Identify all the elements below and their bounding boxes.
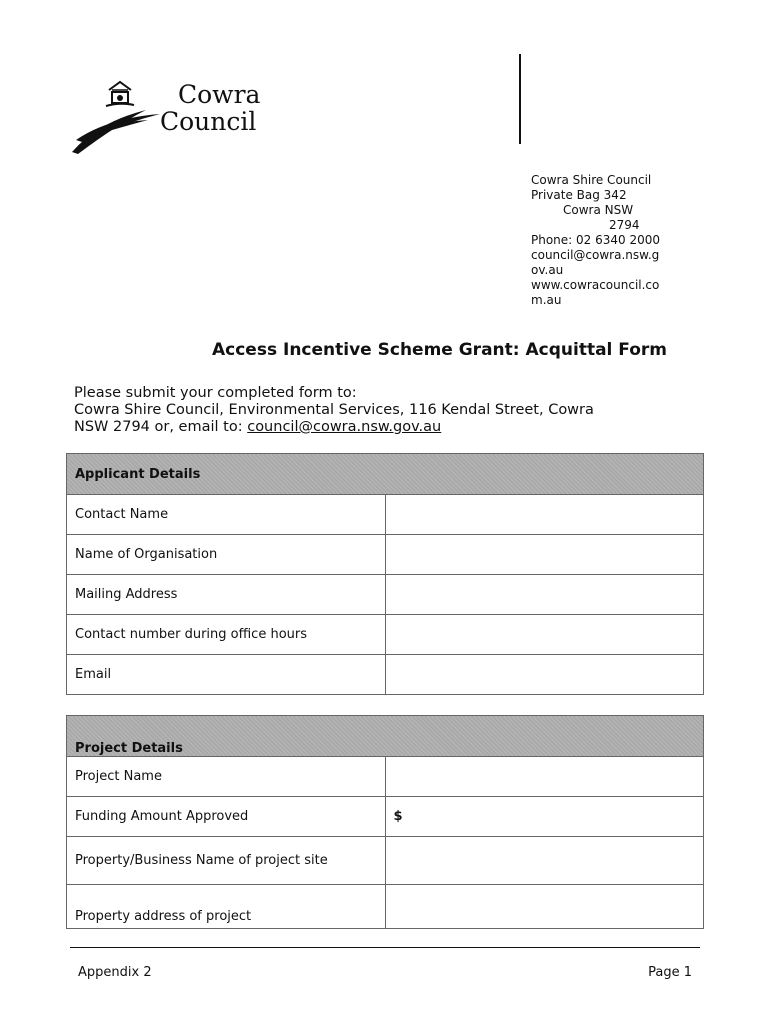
- header-divider: [519, 54, 521, 144]
- field-label: Email: [67, 655, 386, 695]
- logo-text-council: Council: [160, 107, 257, 136]
- field-label: Property address of project: [67, 885, 386, 929]
- email-field[interactable]: [385, 655, 704, 695]
- table-row: [67, 797, 704, 837]
- project-details-table: [66, 715, 704, 929]
- property-business-name-field[interactable]: [385, 837, 704, 885]
- address-email: ov.au: [531, 263, 564, 277]
- address-phone: Phone: 02 6340 2000: [531, 233, 661, 247]
- table-row: [67, 757, 704, 797]
- field-label: Contact Name: [67, 495, 386, 535]
- project-name-field[interactable]: [385, 757, 704, 797]
- address-line: Cowra Shire Council: [531, 173, 652, 187]
- footer-divider: [70, 947, 700, 948]
- address-website: www.cowracouncil.co: [531, 278, 660, 292]
- applicant-details-heading: Applicant Details: [67, 454, 704, 495]
- property-address-field[interactable]: [385, 885, 704, 929]
- address-line: 2794: [609, 218, 640, 232]
- field-label: Name of Organisation: [67, 535, 386, 575]
- council-address-block: [531, 173, 681, 308]
- project-details-heading: Project Details: [67, 716, 704, 757]
- table-row: [67, 885, 704, 929]
- instructions-line: Please submit your completed form to:: [74, 385, 357, 401]
- mailing-address-field[interactable]: [385, 575, 704, 615]
- field-label: Mailing Address: [67, 575, 386, 615]
- submission-instructions: [74, 385, 694, 436]
- table-row: [67, 655, 704, 695]
- footer-page-number: Page 1: [648, 965, 692, 980]
- contact-name-field[interactable]: [385, 495, 704, 535]
- field-label: Property/Business Name of project site: [67, 837, 386, 885]
- instructions-prefix: NSW 2794 or, email to:: [74, 419, 248, 435]
- field-label: Project Name: [67, 757, 386, 797]
- instructions-line: [74, 419, 694, 436]
- table-row: [67, 575, 704, 615]
- table-row: [67, 535, 704, 575]
- funding-amount-field[interactable]: $: [385, 797, 704, 837]
- address-line: Cowra NSW: [563, 203, 634, 217]
- address-line: Private Bag 342: [531, 188, 627, 202]
- table-row: [67, 495, 704, 535]
- footer-appendix: Appendix 2: [78, 965, 152, 980]
- table-row: [67, 837, 704, 885]
- organisation-name-field[interactable]: [385, 535, 704, 575]
- field-label: Funding Amount Approved: [67, 797, 386, 837]
- table-row: [67, 615, 704, 655]
- logo-text-cowra: Cowra: [178, 80, 261, 109]
- address-website: m.au: [531, 293, 562, 307]
- form-title: Access Incentive Scheme Grant: Acquittal Form: [212, 340, 667, 360]
- council-logo: [68, 74, 278, 160]
- instructions-line: Cowra Shire Council, Environmental Services, 116 Kendal Street, Cowra: [74, 402, 594, 418]
- council-email-link[interactable]: council@cowra.nsw.gov.au: [247, 419, 442, 435]
- field-label: Contact number during office hours: [67, 615, 386, 655]
- address-email: council@cowra.nsw.g: [531, 248, 660, 262]
- contact-number-field[interactable]: [385, 615, 704, 655]
- applicant-details-table: [66, 453, 704, 695]
